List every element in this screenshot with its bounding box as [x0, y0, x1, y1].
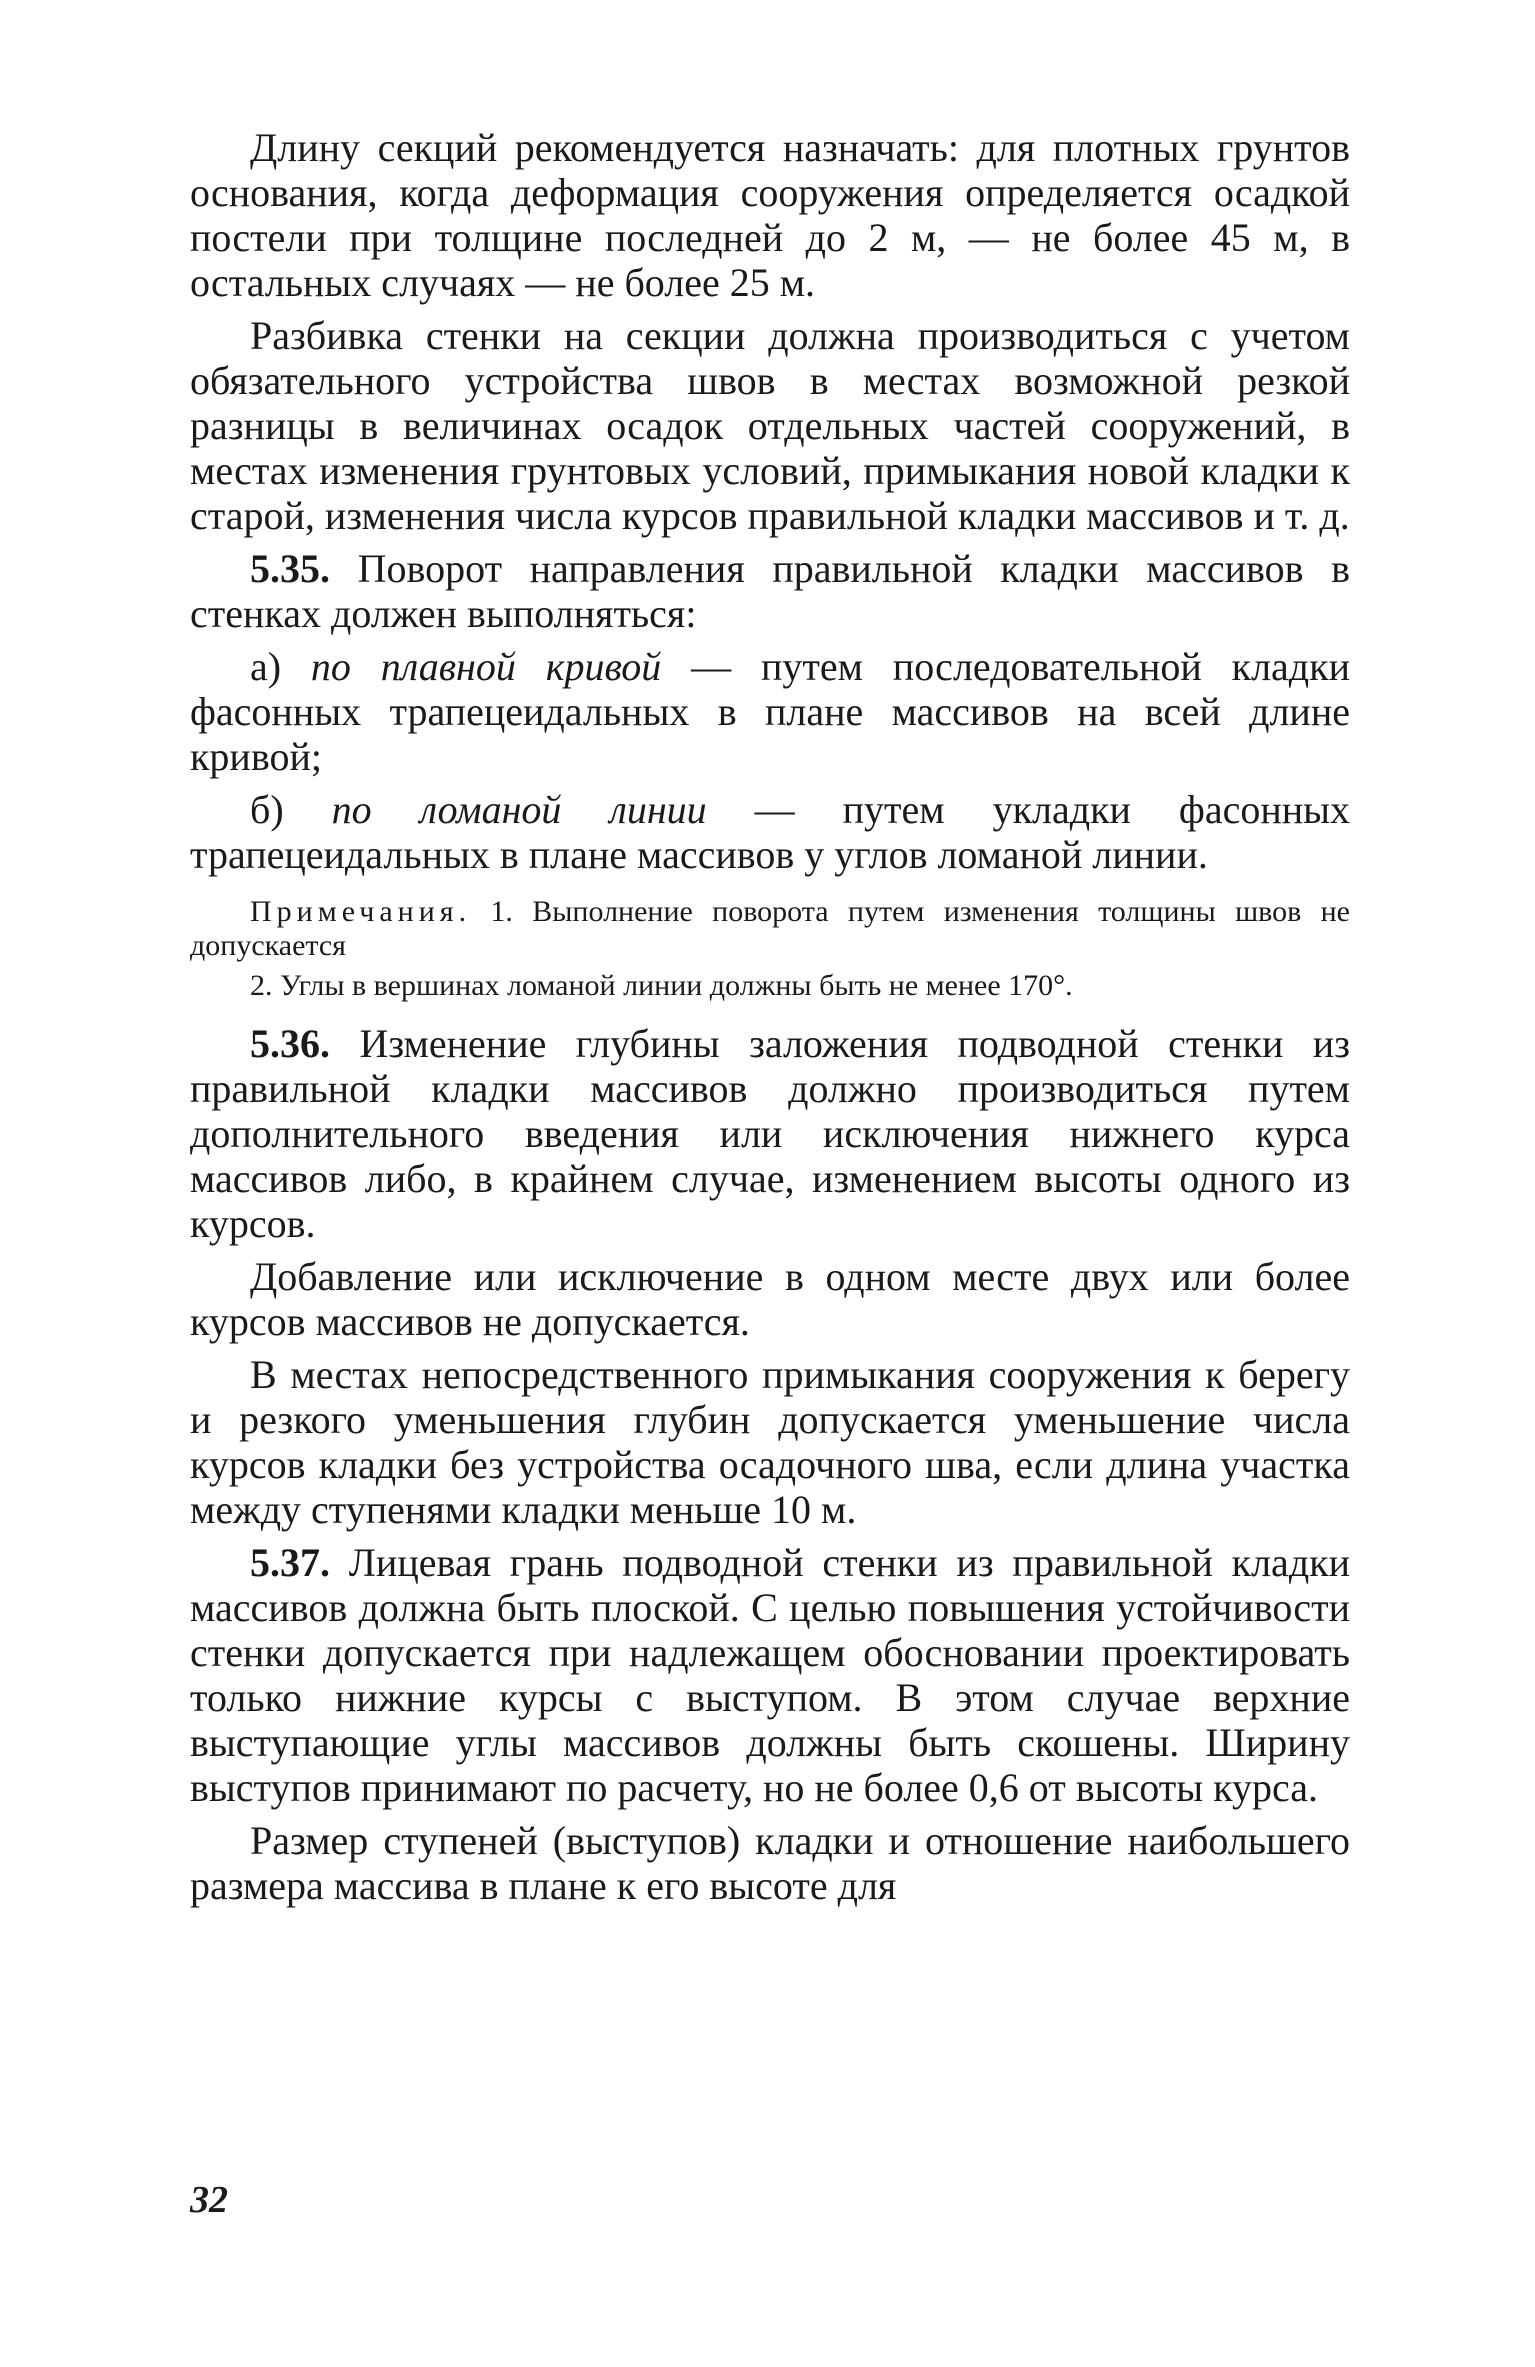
list-item-label: а): [250, 644, 282, 689]
paragraph-courses-addition: Добавление или исключение в одном месте двух или более курсов массивов не допускается.: [190, 1254, 1350, 1344]
section-text: Изменение глубины заложения подводной стенки из правильной кладки массивов должно производиться путем дополнительного введения или исключения нижнего курса массивов либо, в крайнем случае, изменением высоты одного из курсов.: [190, 1021, 1350, 1246]
list-item-text: — путем последовательной кладки фасонных трапецеидальных в плане массивов на всей длине кривой;: [190, 644, 1350, 779]
list-item-text: — путем укладки фасонных трапецеидальных в плане массивов у углов ломаной линии.: [190, 787, 1351, 877]
section-number: 5.35.: [250, 546, 330, 591]
notes-heading: Примечания.: [250, 895, 472, 928]
section-5-36: [190, 1021, 1350, 1246]
list-item-b: [190, 787, 1350, 877]
section-number: 5.36.: [250, 1021, 330, 1066]
section-text: Поворот направления правильной кладки массивов в стенках должен выполняться:: [190, 546, 1350, 636]
section-5-37: [190, 1540, 1350, 1810]
note-2: 2. Углы в вершинах ломаной линии должны быть не менее 170°.: [250, 969, 1073, 1002]
section-number: 5.37.: [250, 1540, 330, 1585]
paragraph-section-length: Длину секций рекомендуется назначать: для плотных грунтов основания, когда деформация сооружения определяется осадкой постели при толщине последней до 2 м, — не более 45 м, в остальных случаях — не более 25 м.: [190, 125, 1350, 305]
list-item-label: б): [250, 787, 284, 832]
section-5-35: [190, 546, 1350, 636]
note-text: 1. Выполнение поворота путем изменения толщины швов не допускается: [190, 895, 1350, 962]
paragraph-wall-division: Разбивка стенки на секции должна производиться с учетом обязательного устройства швов в местах возможной резкой разницы в величинах осадок отдельных частей сооружений, в местах изменения грунтовых условий, примыкания новой кладки к старой, изменения числа курсов правильной кладки массивов и т. д.: [190, 313, 1350, 538]
note-1: [190, 895, 1350, 963]
list-item-emphasis: по плавной кривой: [310, 644, 662, 689]
paragraph-step-size: Размер ступеней (выступов) кладки и отношение наибольшего размера массива в плане к его высоте для: [190, 1818, 1350, 1908]
page-number: 32: [190, 2179, 228, 2221]
section-text: Лицевая грань подводной стенки из правильной кладки массивов должна быть плоской. С целью повышения устойчивости стенки допускается при надлежащем обосновании проектировать только нижние курсы с выступом. В этом случае верхние выступающие углы массивов должны быть скошены. Ширину выступов принимают по расчету, но не более 0,6 от высоты курса.: [190, 1540, 1351, 1810]
list-item-emphasis: по ломаной линии: [331, 787, 707, 832]
notes-block: [190, 895, 1350, 1003]
paragraph-shore-junction: В местах непосредственного примыкания сооружения к берегу и резкого уменьшения глубин допускается уменьшение числа курсов кладки без устройства осадочного шва, если длина участка между ступенями кладки меньше 10 м.: [190, 1352, 1350, 1532]
page-body: [190, 125, 1350, 1908]
list-item-a: [190, 644, 1350, 779]
